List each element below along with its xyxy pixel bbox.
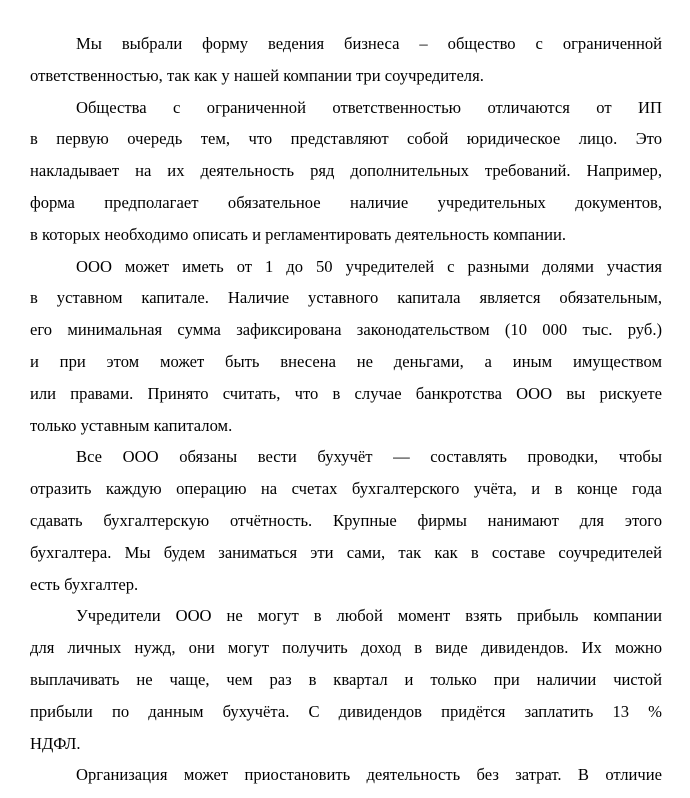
text-line: его минимальная сумма зафиксирована законодательством (10 000 тыс. руб.) bbox=[30, 320, 662, 340]
text-line: сдавать бухгалтерскую отчётность. Крупные фирмы нанимают для этого bbox=[30, 510, 662, 530]
text-line: для личных нужд, они могут получить доход в виде дивидендов. Их можно bbox=[30, 638, 662, 658]
text-line: Мы выбрали форму ведения бизнеса – общество с ограниченной bbox=[76, 34, 662, 53]
text-line: Организация может приостановить деятельность без затрат. В отличие bbox=[76, 765, 662, 785]
text-line: или правами. Принято считать, что в случае банкротства ООО вы рискуете bbox=[30, 383, 662, 403]
text-line: выплачивать не чаще, чем раз в квартал и только при наличии чистой bbox=[30, 669, 662, 689]
text-line: ООО может иметь от 1 до 50 учредителей с разными долями участия bbox=[76, 256, 662, 276]
text-line: бухгалтера. Мы будем заниматься эти сами, так как в составе соучредителей bbox=[30, 542, 662, 562]
text-line: Все ООО обязаны вести бухучёт — составлять проводки, чтобы bbox=[76, 447, 662, 467]
text-line: Общества с ограниченной ответственностью отличаются от ИП bbox=[76, 97, 662, 117]
text-line: накладывает на их деятельность ряд дополнительных требований. Например, bbox=[30, 161, 662, 181]
text-line: прибыли по данным бухучёта. С дивидендов придётся заплатить 13 % bbox=[30, 701, 662, 721]
text-line: отразить каждую операцию на счетах бухгалтерского учёта, и в конце года bbox=[30, 479, 662, 499]
text-line: Учредители ООО не могут в любой момент взять прибыль компании bbox=[76, 606, 662, 626]
text-line: в первую очередь тем, что представляют собой юридическое лицо. Это bbox=[30, 129, 662, 149]
text-line: есть бухгалтер. bbox=[30, 574, 139, 594]
text-line: ответственностью, так как у нашей компании три соучредителя. bbox=[30, 65, 484, 85]
text-line: и при этом может быть внесена не деньгами, а иным имуществом bbox=[30, 351, 662, 371]
text-line: форма предполагает обязательное наличие учредительных документов, bbox=[30, 192, 662, 212]
document-text-block bbox=[30, 28, 662, 791]
text-line: в которых необходимо описать и регламентировать деятельность компании. bbox=[30, 224, 566, 244]
text-line: только уставным капиталом. bbox=[30, 415, 233, 435]
text-line: в уставном капитале. Наличие уставного капитала является обязательным, bbox=[30, 288, 662, 308]
text-line: НДФЛ. bbox=[30, 733, 81, 753]
